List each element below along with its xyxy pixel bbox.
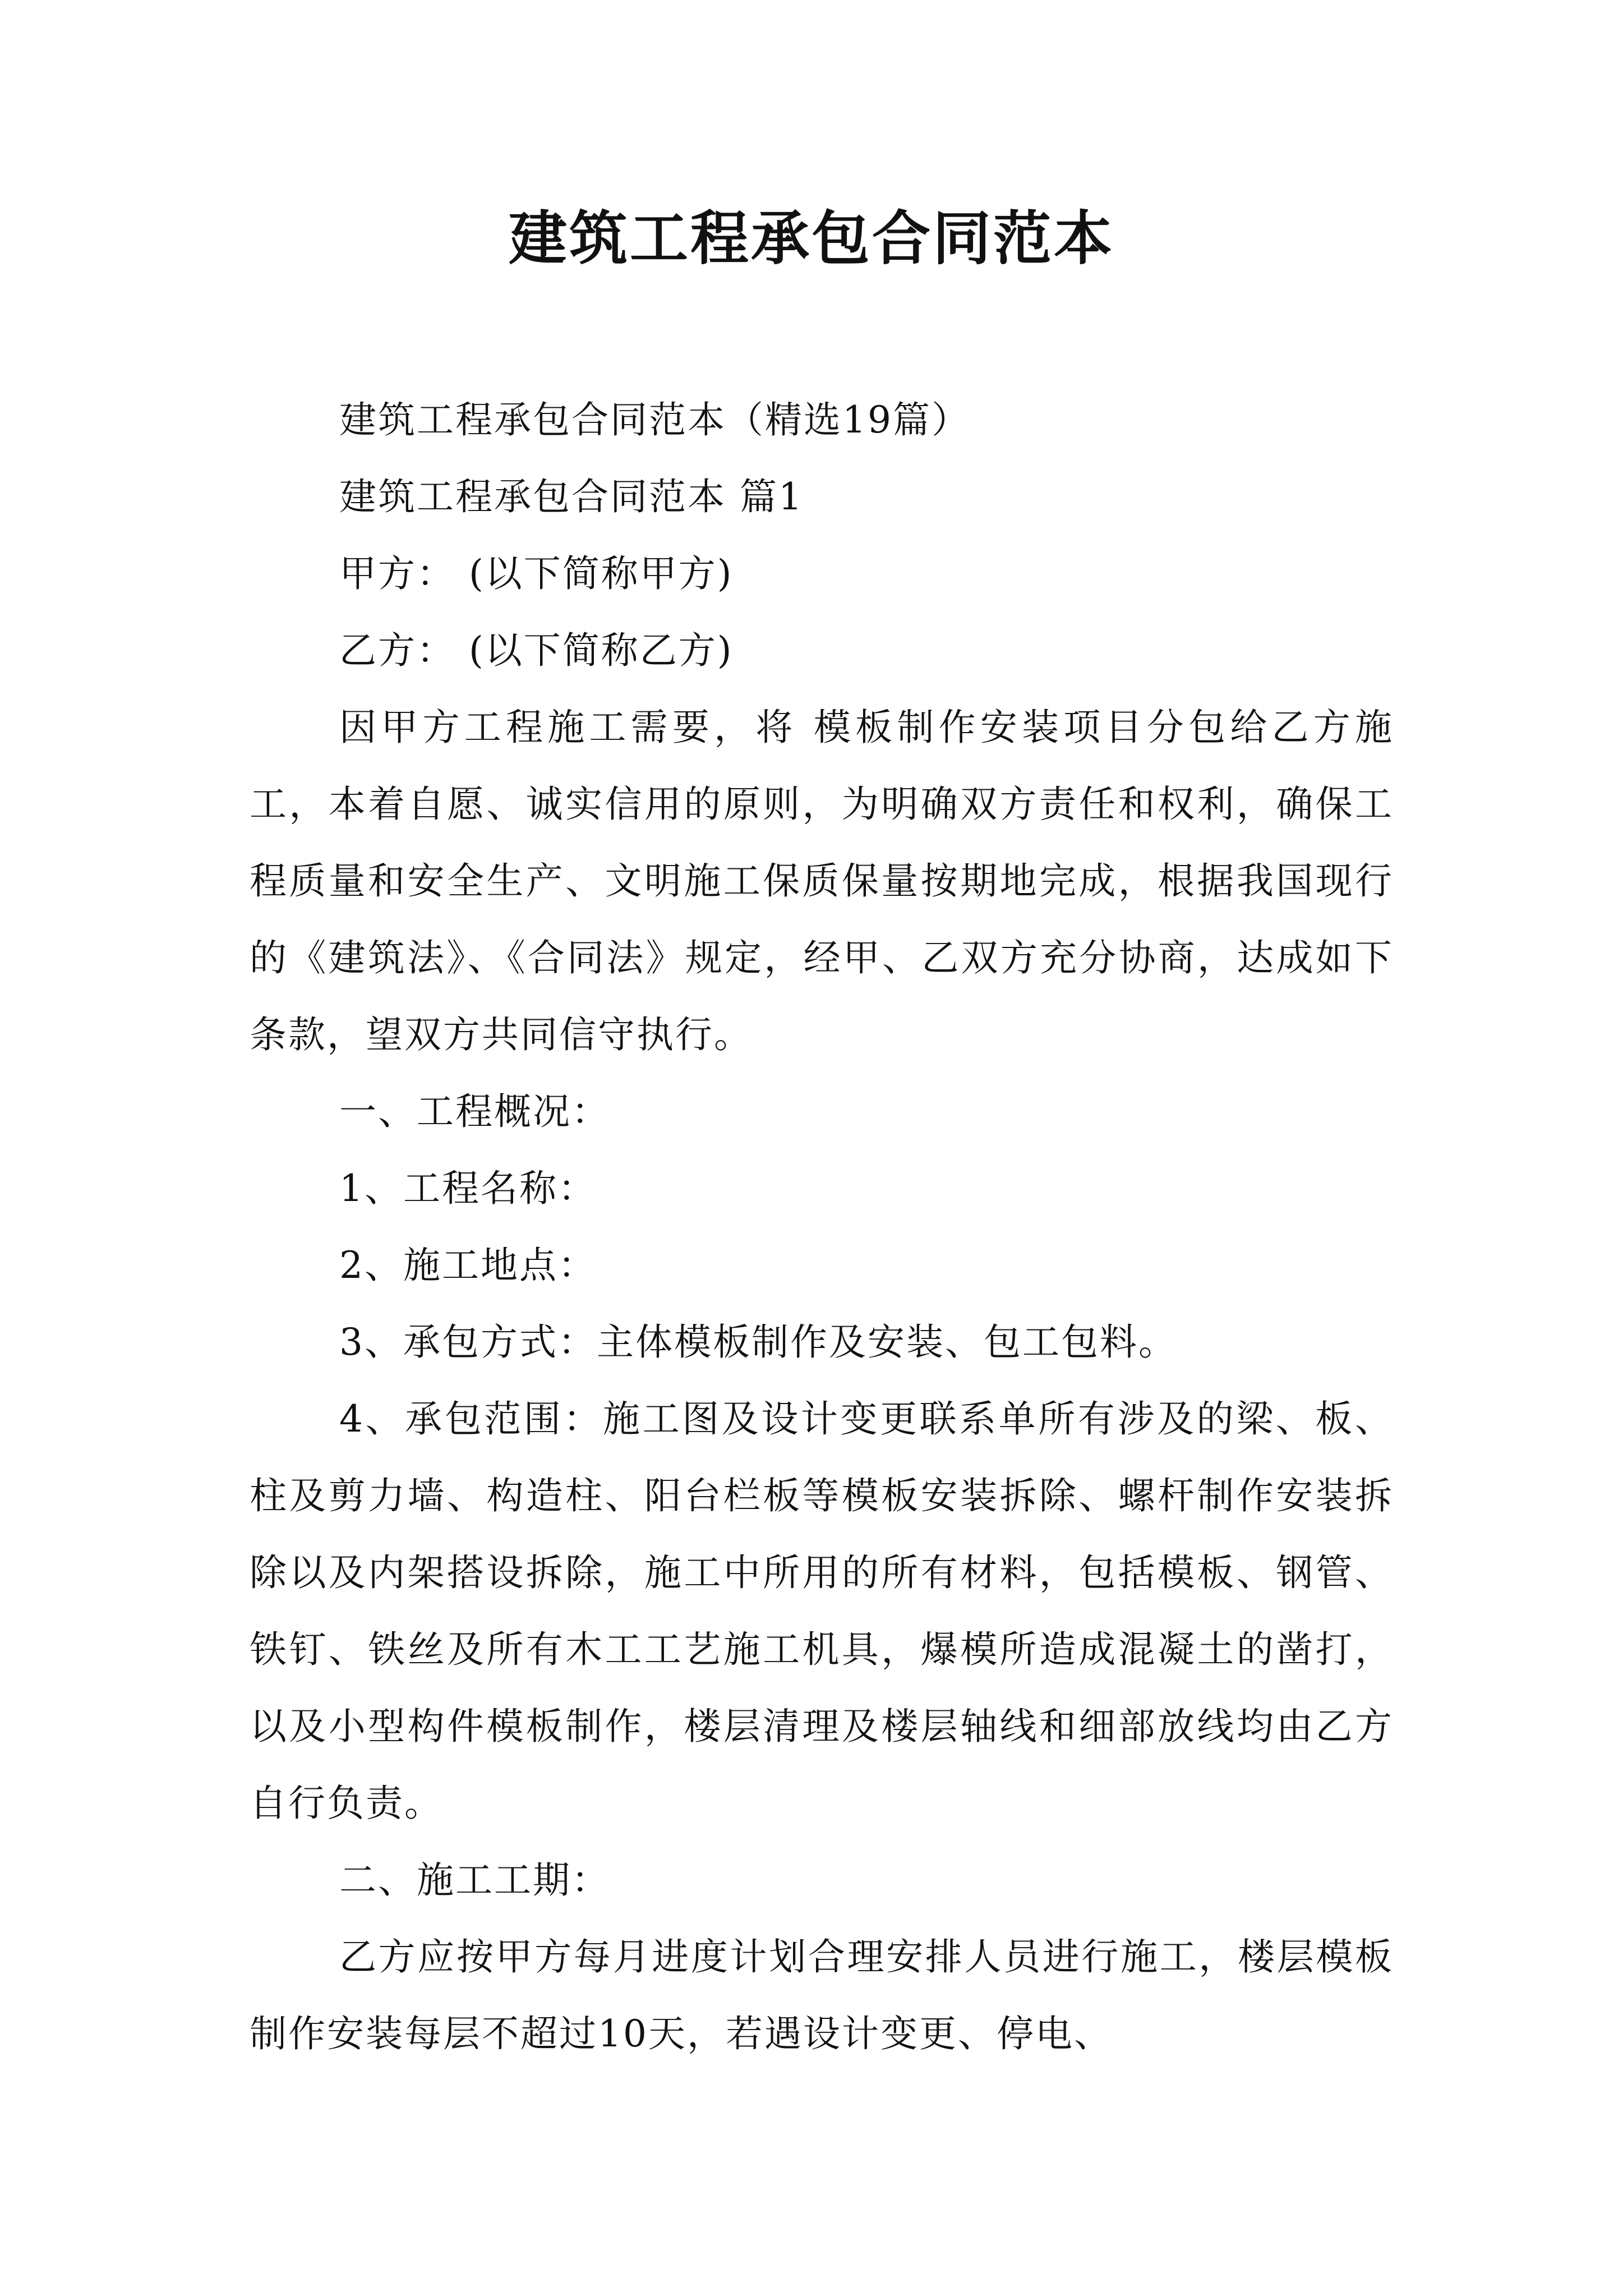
paragraph-section-heading: 建筑工程承包合同范本 篇1 [339,475,804,518]
paragraph-preamble: 因甲方工程施工需要，将 模板制作安装项目分包给乙方施工，本着自愿、诚实信用的原则，为明确双方责任和权利，确保工程质量和安全生产、文明施工保质保量按期地完成，根据我国现行的《建筑法》、《合同法》规定，经甲、乙双方充分协商，达成如下条款，望双方共同信守执行。 [250,706,1394,1056]
paragraph-party-a: 甲方： (以下简称甲方) [339,552,734,595]
document-title: 建筑工程承包合同范本 [508,204,1114,273]
paragraph-contract-scope: 4、承包范围：施工图及设计变更联系单所有涉及的梁、板、柱及剪力墙、构造柱、阳台栏板等模板安装拆除、螺杆制作安装拆除以及内架搭设拆除，施工中所用的所有材料，包括模板、钢管、铁钉、铁丝及所有木工工艺施工机具，爆模所造成混凝土的凿打，以及小型构件模板制作，楼层清理及楼层轴线和细部放线均由乙方自行负责。 [250,1397,1394,1825]
paragraph-project-name: 1、工程名称： [339,1167,597,1210]
document-body [250,381,1394,2072]
paragraph-subtitle: 建筑工程承包合同范本（精选19篇） [339,398,970,441]
paragraph-site-location: 2、施工地点： [339,1244,597,1287]
paragraph-heading-schedule: 二、施工工期： [339,1858,610,1902]
paragraph-contract-method: 3、承包方式：主体模板制作及安装、包工包料。 [339,1320,1177,1364]
paragraph-heading-overview: 一、工程概况： [339,1090,610,1133]
paragraph-party-b: 乙方： (以下简称乙方) [339,629,734,672]
paragraph-schedule-text: 乙方应按甲方每月进度计划合理安排人员进行施工，楼层模板制作安装每层不超过10天，若遇设计变更、停电、 [250,1935,1394,2055]
